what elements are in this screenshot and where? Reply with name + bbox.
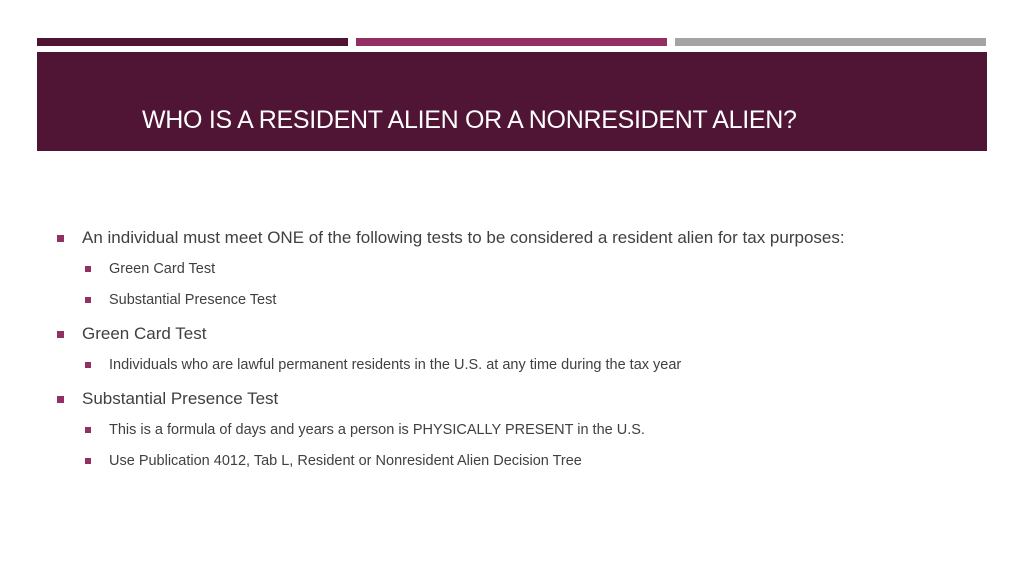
sub-bullet-item — [85, 422, 645, 438]
sub-bullet-item — [85, 357, 681, 373]
sub-bullet-item — [85, 292, 276, 308]
bullet-item — [57, 389, 278, 409]
bullet-text: Green Card Test — [82, 324, 207, 343]
bullet-item — [57, 324, 206, 344]
square-bullet-icon — [85, 266, 91, 272]
bullet-text: Green Card Test — [109, 261, 216, 277]
square-bullet-icon — [85, 458, 91, 464]
square-bullet-icon — [57, 396, 64, 403]
bullet-text: An individual must meet ONE of the following tests to be considered a resident alien for tax purposes: — [82, 228, 845, 247]
square-bullet-icon — [85, 297, 91, 303]
slide-title: WHO IS A RESIDENT ALIEN OR A NONRESIDENT ALIEN? — [142, 106, 797, 134]
bullet-text: Substantial Presence Test — [82, 389, 279, 408]
square-bullet-icon — [57, 331, 64, 338]
bullet-text: This is a formula of days and years a person is PHYSICALLY PRESENT in the U.S. — [109, 422, 645, 438]
bullet-text: Use Publication 4012, Tab L, Resident or Nonresident Alien Decision Tree — [109, 453, 582, 469]
square-bullet-icon — [57, 235, 64, 242]
bullet-text: Individuals who are lawful permanent residents in the U.S. at any time during the tax year — [109, 357, 682, 373]
square-bullet-icon — [85, 427, 91, 433]
sub-bullet-item — [85, 453, 582, 469]
bullet-text: Substantial Presence Test — [109, 292, 277, 308]
square-bullet-icon — [85, 362, 91, 368]
sub-bullet-item — [85, 261, 215, 277]
bullet-item — [57, 228, 845, 248]
